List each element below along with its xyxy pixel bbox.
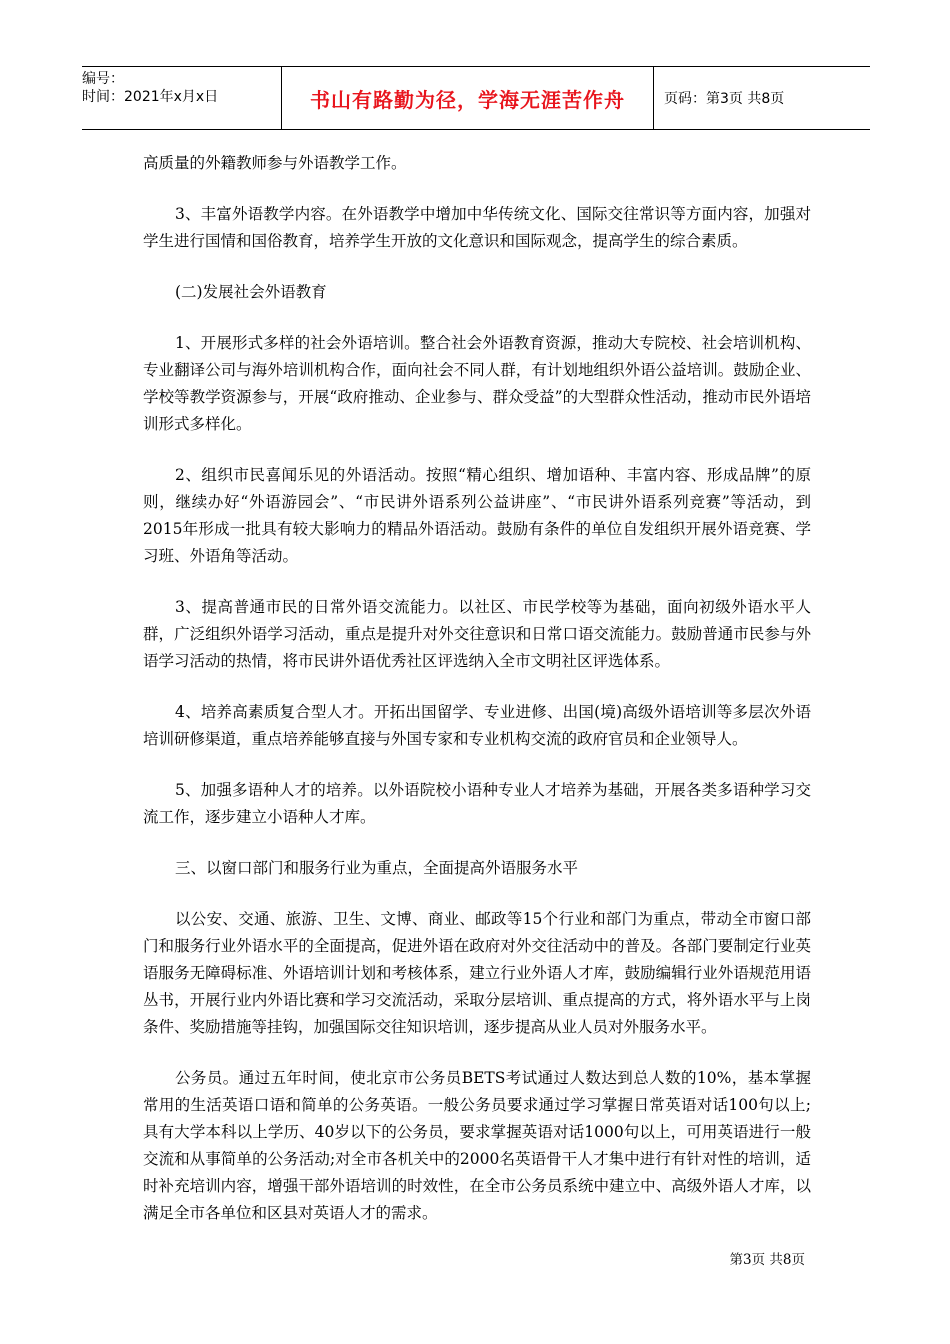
- paragraph: 1、开展形式多样的社会外语培训。整合社会外语教育资源，推动大专院校、社会培训机构、专业翻译公司与海外培训机构合作，面向社会不同人群，有计划地组织外语公益培训。鼓励企业、学校等教学资源参与，开展“政府推动、企业参与、群众受益”的大型群众性活动，推动市民外语培训形式多样化。: [143, 334, 811, 433]
- document-body: [143, 150, 811, 1251]
- page-footer: 第3页 共8页: [729, 1252, 805, 1268]
- paragraph: 5、加强多语种人才的培养。以外语院校小语种专业人才培养为基础，开展各类多语种学习交流工作，逐步建立小语种人才库。: [143, 781, 811, 826]
- paragraph: 2、组织市民喜闻乐见的外语活动。按照“精心组织、增加语种、丰富内容、形成品牌”的原则，继续办好“外语游园会”、“市民讲外语系列公益讲座”、“市民讲外语系列竞赛”等活动，到2015年形成一批具有较大影响力的精品外语活动。鼓励有条件的单位自发组织开展外语竞赛、学习班、外语角等活动。: [143, 466, 811, 565]
- paragraph: 高质量的外籍教师参与外语教学工作。: [143, 154, 407, 172]
- page-header: [82, 66, 870, 130]
- number-label: 编号：: [82, 71, 124, 87]
- date-label: 时间：2021年x月x日: [82, 89, 219, 105]
- header-meta: [82, 67, 282, 129]
- paragraph: 4、培养高素质复合型人才。开拓出国留学、专业进修、出国(境)高级外语培训等多层次外语培训研修渠道，重点培养能够直接与外国专家和专业机构交流的政府官员和企业领导人。: [143, 703, 811, 748]
- paragraph: 3、提高普通市民的日常外语交流能力。以社区、市民学校等为基础，面向初级外语水平人群，广泛组织外语学习活动，重点是提升对外交往意识和日常口语交流能力。鼓励普通市民参与外语学习活动的热情，将市民讲外语优秀社区评选纳入全市文明社区评选体系。: [143, 598, 811, 670]
- section-heading: 三、以窗口部门和服务行业为重点，全面提高外语服务水平: [175, 859, 579, 877]
- paragraph: 公务员。通过五年时间，使北京市公务员BETS考试通过人数达到总人数的10%，基本掌握常用的生活英语口语和简单的公务英语。一般公务员要求通过学习掌握日常英语对话100句以上;具有大学本科以上学历、40岁以下的公务员，要求掌握英语对话1000句以上，可用英语进行一般交流和从事简单的公务活动;对全市各机关中的2000名英语骨干人才集中进行有针对性的培训，适时补充培训内容，增强干部外语培训的时效性，在全市公务员系统中建立中、高级外语人才库，以满足全市各单位和区县对英语人才的需求。: [143, 1069, 811, 1222]
- header-motto: 书山有路勤为径，学海无涯苦作舟: [282, 67, 654, 129]
- paragraph: 3、丰富外语教学内容。在外语教学中增加中华传统文化、国际交往常识等方面内容，加强对学生进行国情和国俗教育，培养学生开放的文化意识和国际观念，提高学生的综合素质。: [143, 205, 811, 250]
- header-page-info: 页码：第3页 共8页: [664, 91, 785, 107]
- section-heading: (二)发展社会外语教育: [175, 283, 327, 301]
- paragraph: 以公安、交通、旅游、卫生、文博、商业、邮政等15个行业和部门为重点，带动全市窗口部门和服务行业外语水平的全面提高，促进外语在政府对外交往活动中的普及。各部门要制定行业英语服务无障碍标准、外语培训计划和考核体系，建立行业外语人才库，鼓励编辑行业外语规范用语丛书，开展行业内外语比赛和学习交流活动，采取分层培训、重点提高的方式，将外语水平与上岗条件、奖励措施等挂钩，加强国际交往知识培训，逐步提高从业人员对外服务水平。: [143, 910, 811, 1036]
